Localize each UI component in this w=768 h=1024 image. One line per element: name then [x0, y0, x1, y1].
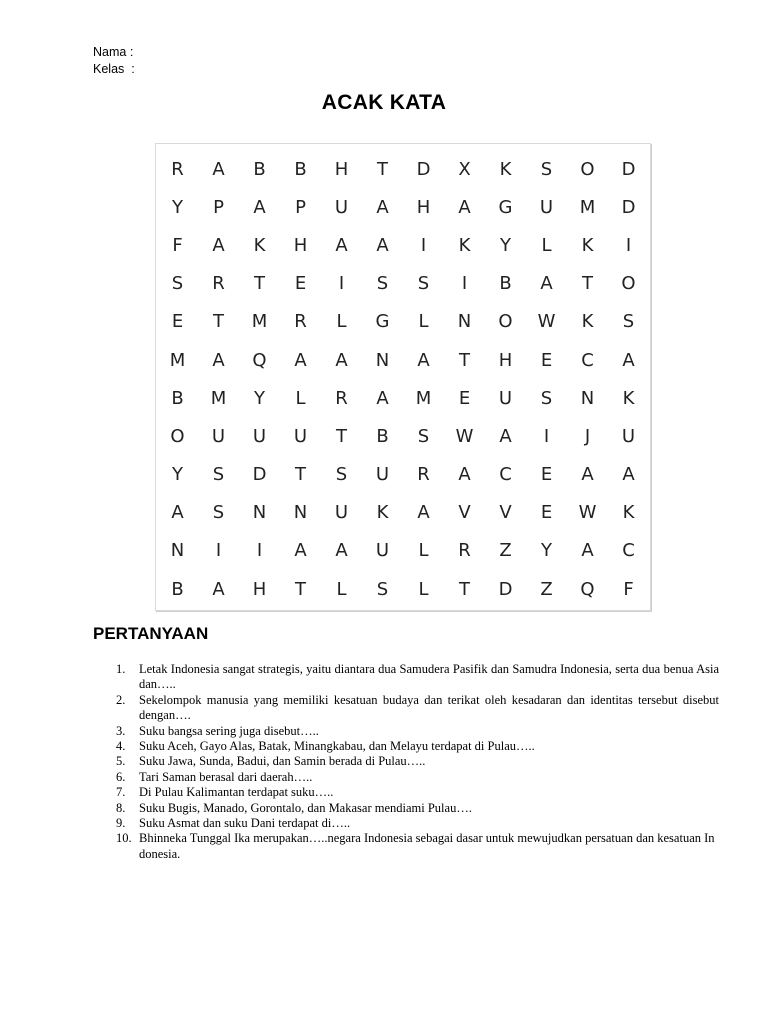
grid-letter: F: [172, 234, 183, 256]
grid-letter: A: [581, 464, 594, 486]
grid-letter: B: [294, 158, 307, 180]
grid-letter: H: [252, 578, 267, 600]
grid-letter: U: [211, 425, 226, 447]
grid-letter: S: [540, 387, 553, 409]
grid-letter: Q: [580, 578, 595, 600]
grid-letter: I: [625, 234, 632, 256]
question-number: 2.: [116, 692, 126, 707]
grid-letter: E: [458, 387, 471, 409]
grid-letter: A: [376, 196, 389, 218]
grid-letter: A: [294, 349, 307, 371]
grid-letter: R: [294, 311, 307, 333]
grid-letter: D: [252, 464, 267, 486]
grid-letter: A: [212, 234, 225, 256]
grid-letter: M: [579, 196, 596, 218]
grid-letter: A: [376, 387, 389, 409]
student-info: [93, 44, 135, 78]
grid-letter: R: [171, 158, 184, 180]
grid-letter: L: [418, 311, 429, 333]
grid-letter: M: [169, 349, 186, 371]
grid-letter: G: [498, 196, 513, 218]
grid-letter: A: [253, 196, 266, 218]
grid-letter: P: [213, 196, 224, 218]
grid-letter: S: [171, 273, 184, 295]
grid-letter: L: [336, 311, 347, 333]
grid-letter: A: [540, 273, 553, 295]
grid-letter: O: [621, 273, 636, 295]
grid-letter: U: [334, 196, 349, 218]
grid-letter: W: [578, 502, 597, 524]
grid-letter: I: [256, 540, 263, 562]
grid-letter: B: [253, 158, 266, 180]
nama-label: Nama :: [93, 45, 134, 59]
question-text: Di Pulau Kalimantan terdapat suku…..: [139, 785, 334, 800]
grid-row: [157, 570, 649, 608]
grid-letter: Y: [172, 196, 183, 218]
grid-letter: H: [498, 349, 513, 371]
question-number: 9.: [116, 816, 126, 831]
grid-letter: S: [376, 578, 389, 600]
grid-letter: K: [581, 234, 594, 256]
grid-letter: R: [212, 273, 225, 295]
grid-letter: A: [212, 578, 225, 600]
grid-letter: A: [294, 540, 307, 562]
question-number: 10.: [116, 831, 132, 846]
grid-letter: H: [416, 196, 431, 218]
question-number: 4.: [116, 739, 126, 754]
question-item: [93, 693, 719, 724]
grid-letter: N: [580, 387, 595, 409]
grid-letter: A: [581, 540, 594, 562]
grid-letter: D: [498, 578, 513, 600]
grid-letter: Y: [254, 387, 265, 409]
grid-letter: P: [295, 196, 306, 218]
grid-letter: N: [170, 540, 185, 562]
question-item: [93, 662, 719, 693]
grid-row: [157, 456, 649, 494]
grid-letter: O: [498, 311, 513, 333]
question-item: [93, 785, 719, 800]
grid-row: [157, 265, 649, 303]
page-title: ACAK KATA: [321, 91, 447, 114]
question-number: 5.: [116, 754, 126, 769]
grid-letter: K: [581, 311, 594, 333]
grid-letter: F: [623, 578, 634, 600]
grid-letter: C: [581, 349, 594, 371]
question-item: [93, 831, 719, 862]
question-text: Suku bangsa sering juga disebut…..: [139, 723, 319, 738]
grid-letter: M: [251, 311, 268, 333]
grid-row: [157, 341, 649, 379]
grid-letter: A: [622, 349, 635, 371]
grid-letter: E: [540, 349, 553, 371]
question-text: Suku Jawa, Sunda, Badui, dan Samin berada di Pulau…..: [139, 754, 426, 769]
grid-letter: O: [580, 158, 595, 180]
grid-letter: N: [375, 349, 390, 371]
grid-letter: K: [376, 502, 389, 524]
question-number: 3.: [116, 723, 126, 738]
grid-letter: T: [254, 273, 265, 295]
grid-letter: L: [418, 578, 429, 600]
grid-letter: A: [417, 349, 430, 371]
grid-letter: Y: [500, 234, 511, 256]
grid-letter: U: [252, 425, 267, 447]
grid-letter: N: [293, 502, 308, 524]
grid-letter: L: [541, 234, 552, 256]
grid-letter: M: [210, 387, 227, 409]
grid-letter: D: [621, 196, 636, 218]
grid-letter: L: [295, 387, 306, 409]
grid-letter: S: [212, 502, 225, 524]
word-search-grid: [157, 150, 649, 608]
grid-row: [157, 532, 649, 570]
grid-letter: Z: [499, 540, 512, 562]
question-text: Tari Saman berasal dari daerah…..: [139, 769, 313, 784]
grid-letter: E: [294, 273, 307, 295]
grid-letter: S: [376, 273, 389, 295]
grid-letter: T: [459, 578, 470, 600]
grid-letter: U: [539, 196, 554, 218]
question-item: [93, 801, 719, 816]
grid-letter: T: [377, 158, 388, 180]
grid-letter: U: [498, 387, 513, 409]
grid-row: [157, 188, 649, 226]
question-item: [93, 739, 719, 754]
grid-letter: B: [499, 273, 512, 295]
grid-letter: S: [540, 158, 553, 180]
question-text: Sekelompok manusia yang memiliki kesatuan budaya dan terikat oleh kesadaran dan identitas tersebut disebut dengan….: [139, 692, 719, 723]
grid-letter: A: [376, 234, 389, 256]
grid-letter: T: [336, 425, 347, 447]
grid-letter: S: [335, 464, 348, 486]
grid-row: [157, 150, 649, 188]
grid-letter: E: [540, 464, 553, 486]
kelas-label: Kelas :: [93, 62, 135, 76]
grid-letter: M: [415, 387, 432, 409]
question-text: Bhinneka Tunggal Ika merupakan…..negara Indonesia sebagai dasar untuk mewujudkan persatuan dan kesatuan Indonesia.: [139, 831, 715, 861]
grid-letter: A: [212, 158, 225, 180]
grid-row: [157, 379, 649, 417]
question-item: [93, 754, 719, 769]
grid-letter: H: [334, 158, 349, 180]
grid-letter: Z: [540, 578, 553, 600]
grid-letter: A: [171, 502, 184, 524]
question-text: Suku Aceh, Gayo Alas, Batak, Minangkabau, dan Melayu terdapat di Pulau…..: [139, 739, 535, 754]
grid-letter: U: [621, 425, 636, 447]
grid-letter: K: [622, 387, 635, 409]
grid-letter: V: [499, 502, 512, 524]
grid-letter: B: [171, 578, 184, 600]
grid-letter: S: [417, 273, 430, 295]
grid-letter: I: [338, 273, 345, 295]
grid-letter: V: [458, 502, 471, 524]
grid-letter: H: [293, 234, 308, 256]
grid-row: [157, 226, 649, 264]
grid-letter: T: [213, 311, 224, 333]
question-text: Suku Asmat dan suku Dani terdapat di…..: [139, 816, 351, 831]
grid-letter: A: [622, 464, 635, 486]
grid-letter: N: [457, 311, 472, 333]
grid-letter: B: [171, 387, 184, 409]
grid-letter: R: [335, 387, 348, 409]
grid-row: [157, 494, 649, 532]
grid-letter: I: [461, 273, 468, 295]
grid-letter: T: [582, 273, 593, 295]
grid-row: [157, 417, 649, 455]
grid-letter: A: [458, 196, 471, 218]
grid-letter: D: [416, 158, 431, 180]
question-number: 8.: [116, 800, 126, 815]
grid-letter: T: [459, 349, 470, 371]
question-item: [93, 770, 719, 785]
grid-letter: R: [458, 540, 471, 562]
question-number: 1.: [116, 662, 126, 676]
grid-letter: E: [540, 502, 553, 524]
questions-heading: PERTANYAAN: [93, 624, 209, 643]
grid-letter: U: [293, 425, 308, 447]
grid-letter: L: [336, 578, 347, 600]
question-number: 6.: [116, 769, 126, 784]
question-number: 7.: [116, 785, 126, 800]
grid-letter: R: [417, 464, 430, 486]
grid-letter: S: [212, 464, 225, 486]
grid-letter: U: [375, 540, 390, 562]
questions-list: [93, 662, 719, 862]
grid-letter: N: [252, 502, 267, 524]
grid-letter: W: [455, 425, 474, 447]
question-text: Letak Indonesia sangat strategis, yaitu diantara dua Samudera Pasifik dan Samudra Indonesia, serta dua benua Asia dan…..: [139, 662, 719, 692]
grid-letter: G: [375, 311, 390, 333]
grid-letter: O: [170, 425, 185, 447]
grid-letter: U: [375, 464, 390, 486]
grid-letter: X: [458, 158, 471, 180]
grid-letter: A: [335, 349, 348, 371]
grid-letter: K: [253, 234, 266, 256]
grid-letter: U: [334, 502, 349, 524]
grid-letter: S: [417, 425, 430, 447]
grid-letter: E: [171, 311, 184, 333]
grid-letter: A: [335, 234, 348, 256]
grid-letter: C: [622, 540, 635, 562]
grid-letter: J: [584, 425, 591, 447]
grid-letter: I: [215, 540, 222, 562]
question-text: Suku Bugis, Manado, Gorontalo, dan Makasar mendiami Pulau….: [139, 800, 472, 815]
question-item: [93, 816, 719, 831]
grid-letter: A: [335, 540, 348, 562]
grid-letter: W: [537, 311, 556, 333]
grid-letter: A: [499, 425, 512, 447]
grid-letter: K: [458, 234, 471, 256]
grid-letter: C: [499, 464, 512, 486]
grid-letter: L: [418, 540, 429, 562]
grid-letter: D: [621, 158, 636, 180]
grid-letter: K: [622, 502, 635, 524]
grid-letter: A: [417, 502, 430, 524]
grid-letter: A: [212, 349, 225, 371]
grid-letter: T: [295, 578, 306, 600]
grid-letter: T: [295, 464, 306, 486]
grid-letter: S: [622, 311, 635, 333]
grid-letter: Y: [172, 464, 183, 486]
question-item: [93, 724, 719, 739]
grid-letter: Q: [252, 349, 267, 371]
grid-letter: A: [458, 464, 471, 486]
grid-letter: Y: [541, 540, 552, 562]
grid-letter: B: [376, 425, 389, 447]
grid-row: [157, 303, 649, 341]
grid-letter: I: [420, 234, 427, 256]
grid-letter: K: [499, 158, 512, 180]
grid-letter: I: [543, 425, 550, 447]
